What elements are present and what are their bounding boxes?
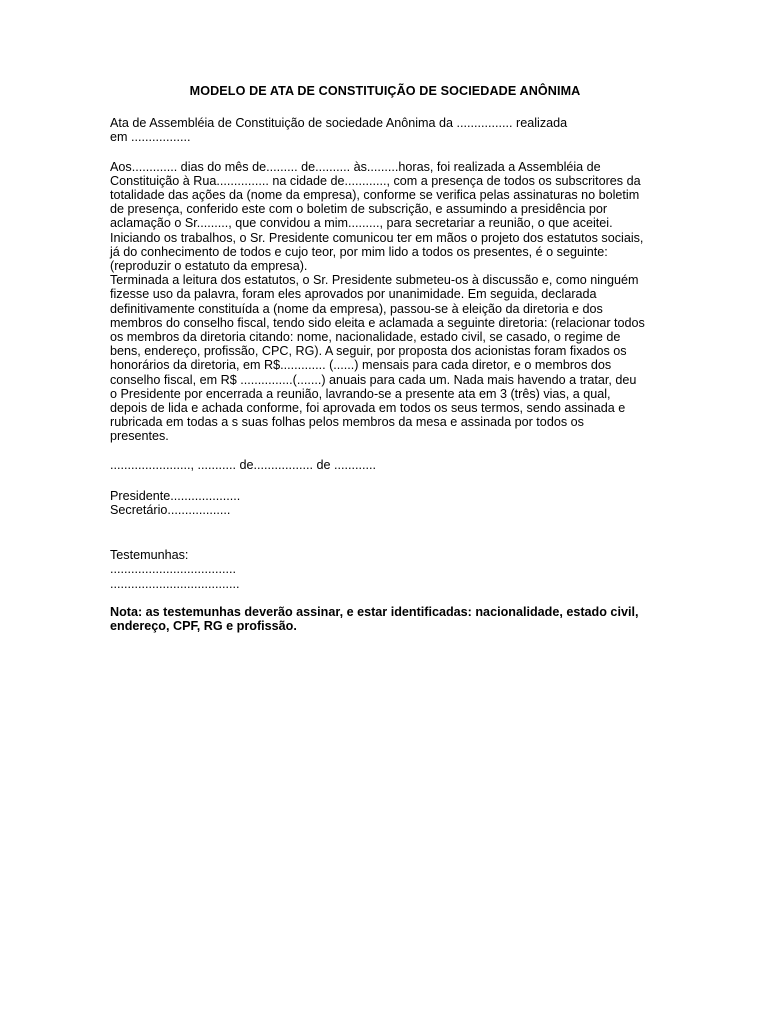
witness-label: Testemunhas: bbox=[110, 548, 189, 563]
body-line: fizesse uso da palavra, foram eles aprovados por unanimidade. Em seguida, declarada bbox=[110, 287, 597, 302]
president-signature-line: Presidente.................... bbox=[110, 488, 241, 503]
body-line: bens, endereço, profissão, CPC, RG). A seguir, por proposta dos acionistas foram fixados os bbox=[110, 344, 627, 359]
body-line: Terminada a leitura dos estatutos, o Sr. Presidente submeteu-os à discussão e, como ninguém bbox=[110, 273, 639, 288]
body-line: membros do conselho fiscal, tendo sido eleita e aclamada a seguinte diretoria: (relacionar todos bbox=[110, 315, 645, 330]
body-line: totalidade das ações da (nome da empresa), conforme se verifica pelas assinaturas no boletim bbox=[110, 188, 640, 203]
body-line: de presença, conferido este com o boletim de subscrição, e assumindo a presidência por bbox=[110, 202, 608, 217]
body-line: (reproduzir o estatuto da empresa). bbox=[110, 259, 308, 274]
body-line: aclamação o Sr........., que convidou a mim........., para secretariar a reunião, o que aceitei. bbox=[110, 216, 613, 231]
document-title: MODELO DE ATA DE CONSTITUIÇÃO DE SOCIEDADE ANÔNIMA bbox=[189, 84, 581, 98]
body-line: já do conhecimento de todos e cujo teor, por mim lido a todos os presentes, é o seguinte: bbox=[110, 244, 608, 259]
body-paragraph-2 bbox=[110, 273, 660, 443]
body-line: os membros da diretoria citando: nome, nacionalidade, estado civil, se casado, o regime de bbox=[110, 330, 621, 345]
signature-block bbox=[110, 489, 660, 517]
body-line: Constituição à Rua............... na cidade de............, com a presença de todos os subscritores da bbox=[110, 173, 641, 188]
body-line: conselho fiscal, em R$ ...............(.......) anuais para cada um. Nada mais havendo a tratar, deu bbox=[110, 372, 637, 387]
secretary-signature-line: Secretário.................. bbox=[110, 503, 231, 518]
witness-line-2: ..................................... bbox=[110, 576, 240, 591]
witness-block bbox=[110, 548, 660, 591]
date-line: ......................., ........... de................. de ............ bbox=[110, 457, 376, 472]
note-line: endereço, CPF, RG e profissão. bbox=[110, 619, 297, 634]
body-line: depois de lida e achada conforme, foi aprovada em todos os seus termos, sendo assinada e bbox=[110, 401, 626, 416]
note-paragraph bbox=[110, 605, 660, 633]
document-page bbox=[110, 84, 660, 633]
witness-line-1: .................................... bbox=[110, 562, 236, 577]
note-line: Nota: as testemunhas deverão assinar, e estar identificadas: nacionalidade, estado civil, bbox=[110, 604, 639, 619]
body-line: o Presidente por encerrada a reunião, lavrando-se a presente ata em 3 (três) vias, a qual, bbox=[110, 386, 611, 401]
intro-line: Ata de Assembléia de Constituição de sociedade Anônima da ................ realizada bbox=[110, 116, 568, 131]
body-paragraph-1 bbox=[110, 160, 660, 274]
body-line: rubricada em todas a s suas folhas pelos membros da mesa e assinada por todos os bbox=[110, 415, 584, 430]
intro-line: em ................. bbox=[110, 130, 191, 145]
body-line: honorários da diretoria, em R$............. (......) mensais para cada diretor, e o membros dos bbox=[110, 358, 612, 373]
body-line: Iniciando os trabalhos, o Sr. Presidente comunicou ter em mãos o projeto dos estatutos sociais, bbox=[110, 230, 644, 245]
body-line: Aos............. dias do mês de......... de.......... às.........horas, foi realizada a Assembléia de bbox=[110, 159, 601, 174]
intro-paragraph bbox=[110, 116, 660, 144]
body-line: definitivamente constituída a (nome da empresa), passou-se à eleição da diretoria e dos bbox=[110, 301, 603, 316]
body-line: presentes. bbox=[110, 429, 169, 444]
